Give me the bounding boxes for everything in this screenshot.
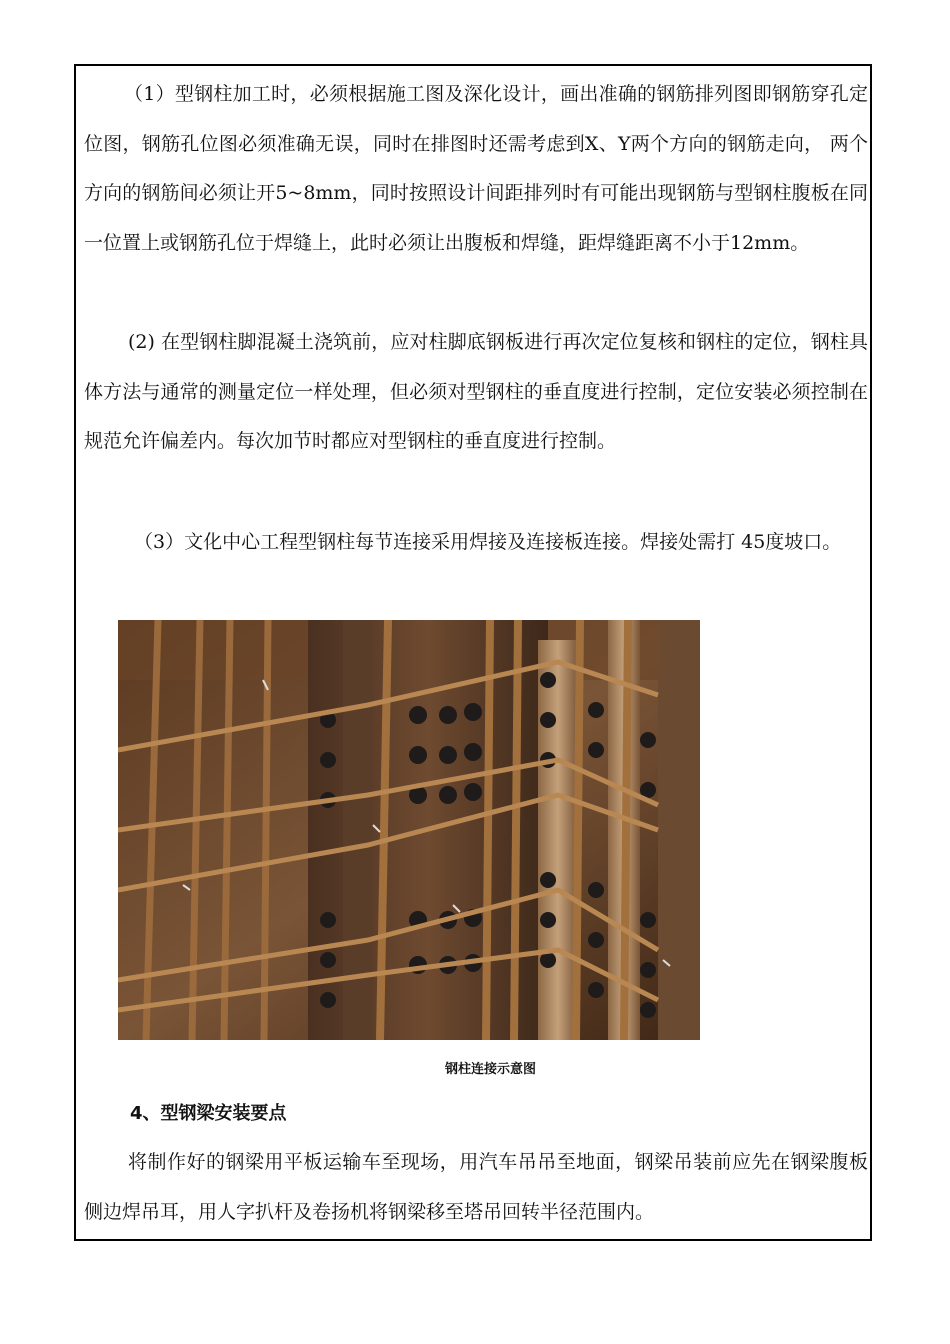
figure-caption: 钢柱连接示意图 (444, 1062, 536, 1077)
paragraph-4: 将制作好的钢梁用平板运输车至现场，用汽车吊吊至地面，钢梁吊装前应先在钢梁腹板侧边焊吊耳，用人字扒杆及卷扬机将钢梁移至塔吊回转半径范围内。 (84, 1151, 868, 1223)
paragraph-3: （3）文化中心工程型钢柱每节连接采用焊接及连接板连接。焊接处需打 45度坡口。 (134, 531, 842, 553)
paragraph-2: (2) 在型钢柱脚混凝土浇筑前，应对柱脚底钢板进行再次定位复核和钢柱的定位，钢柱具体方法与通常的测量定位一样处理，但必须对型钢柱的垂直度进行控制，定位安装必须控制在规范允许偏差内。每次加节时都应对型钢柱的垂直度进行控制。 (84, 331, 868, 452)
steel-column-photo (118, 620, 700, 1040)
section-heading: 4、型钢梁安装要点 (130, 1103, 287, 1124)
paragraph-1: （1）型钢柱加工时，必须根据施工图及深化设计，画出准确的钢筋排列图即钢筋穿孔定位图，钢筋孔位图必须准确无误，同时在排图时还需考虑到X、Y两个方向的钢筋走向， 两个方向的钢筋间必须让开5~8mm，同时按照设计间距排列时有可能出现钢筋与型钢柱腹板在同一位置上或钢筋孔位于焊缝上，此时必须让出腹板和焊缝，距焊缝距离不小于12mm。 (84, 83, 868, 254)
